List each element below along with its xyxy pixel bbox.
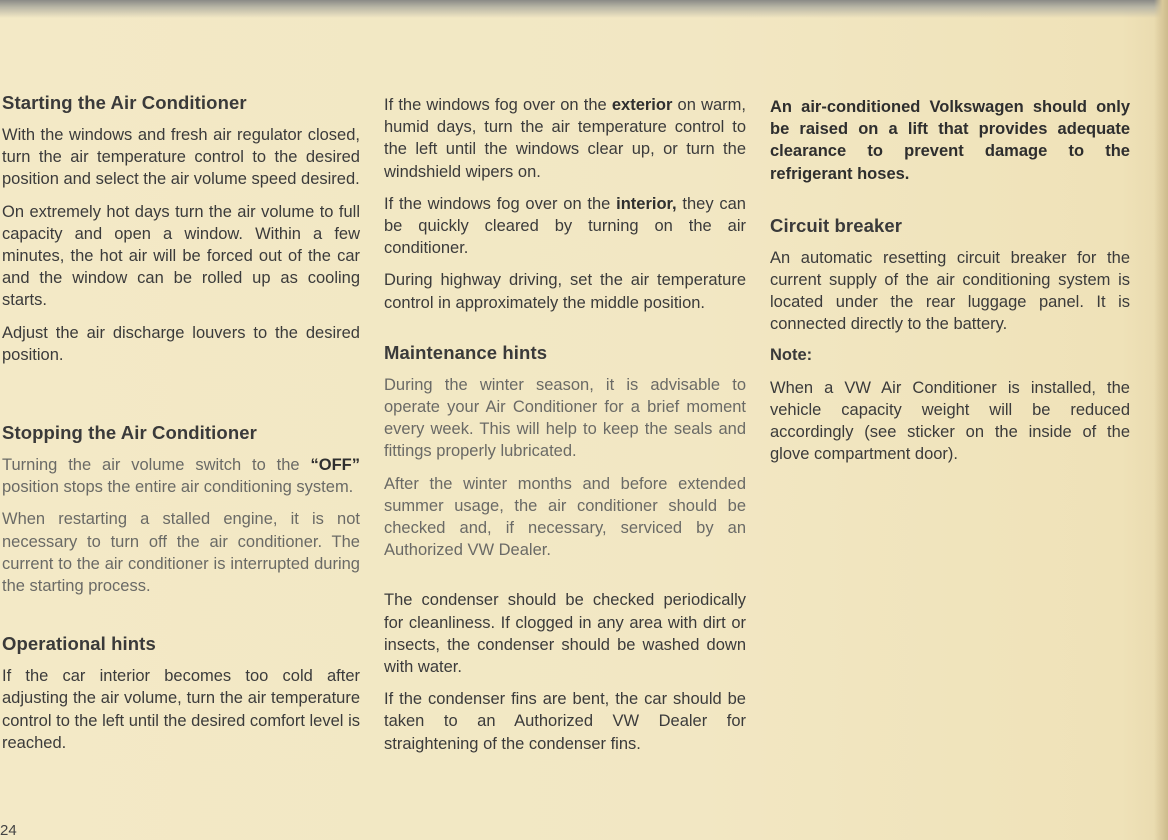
heading-stopping: Stopping the Air Conditioner (2, 422, 257, 444)
paragraph-maint-2: After the winter months and before extended summer usage, the air conditioner should be checked and, if necessary, serviced by an Authorized VW Dealer. (384, 474, 746, 560)
paragraph-stop-1 (2, 454, 360, 498)
fog-int-text-a: If the windows fog over on the (384, 194, 617, 213)
page-number: 24 (0, 822, 17, 839)
paragraph-fog-exterior (384, 94, 746, 183)
column-right (770, 96, 1130, 475)
paragraph-start-2: On extremely hot days turn the air volume to full capacity and open a window. Within a few minutes, the hot air will be forced out of the car and the window can be rolled up as cooling starts. (2, 202, 360, 310)
paragraph-maint-1: During the winter season, it is advisable to operate your Air Conditioner for a brief moment every week. This will help to keep the seals and fittings properly lubricated. (384, 375, 746, 461)
fog-ext-text-a: If the windows fog over on the (384, 96, 612, 114)
paragraph-condenser-2: If the condenser fins are bent, the car should be taken to an Authorized VW Dealer for straightening of the condenser fins. (384, 690, 746, 753)
paragraph-start-3: Adjust the air discharge louvers to the desired position. (2, 323, 360, 364)
stop-1-text-a: Turning the air volume switch to the (2, 456, 311, 475)
heading-starting: Starting the Air Conditioner (2, 92, 247, 113)
fog-ext-text-b: on warm, humid days, turn the air temperature control to the left until the windows clear up, or turn the windshield wipers on. (384, 96, 746, 181)
paragraph-stop-2: When restarting a stalled engine, it is not necessary to turn off the air conditioner. The current to the air conditioner is interrupted during the starting process. (2, 510, 360, 596)
stop-1-off-label: “OFF” (310, 456, 360, 475)
page-top-shadow (0, 0, 1168, 18)
column-middle (384, 94, 746, 765)
stop-1-text-b: position stops the entire air conditioning system. (2, 478, 354, 497)
paragraph-start-1: With the windows and fresh air regulator closed, turn the air temperature control to the desired position and select the air volume speed desired. (2, 126, 360, 189)
paragraph-highway: During highway driving, set the air temperature control in approximately the middle position. (384, 271, 746, 312)
heading-maintenance: Maintenance hints (384, 341, 548, 363)
paragraph-fog-interior (384, 193, 746, 260)
paragraph-note: When a VW Air Conditioner is installed, the vehicle capacity weight will be reduced accordingly (see sticker on the inside of the glove compartment door). (770, 378, 1130, 464)
fog-int-text-b: they can be quickly cleared by turning on the air conditioner. (384, 194, 746, 258)
heading-note: Note: (770, 345, 813, 364)
paragraph-oper-1: If the car interior becomes too cold after adjusting the air volume, turn the air temperature control to the left until the desired comfort level is reached. (2, 667, 360, 752)
paragraph-circuit: An automatic resetting circuit breaker for the current supply of the air conditioning system is located under the rear luggage panel. It is connected directly to the battery. (770, 248, 1130, 334)
fog-ext-bold: exterior (611, 96, 673, 114)
paragraph-condenser-1: The condenser should be checked periodically for cleanliness. If clogged in any area with dirt or insects, the condenser should be washed down with water. (384, 591, 746, 677)
page-right-edge (1154, 0, 1168, 840)
heading-operational: Operational hints (2, 633, 156, 655)
heading-circuit-breaker: Circuit breaker (770, 214, 903, 236)
fog-int-bold: interior, (616, 194, 677, 213)
column-left (2, 92, 360, 764)
warning-lift: An air-conditioned Volkswagen should only be raised on a lift that provides adequate clearance to prevent damage to the refrigerant hoses. (770, 98, 1130, 183)
